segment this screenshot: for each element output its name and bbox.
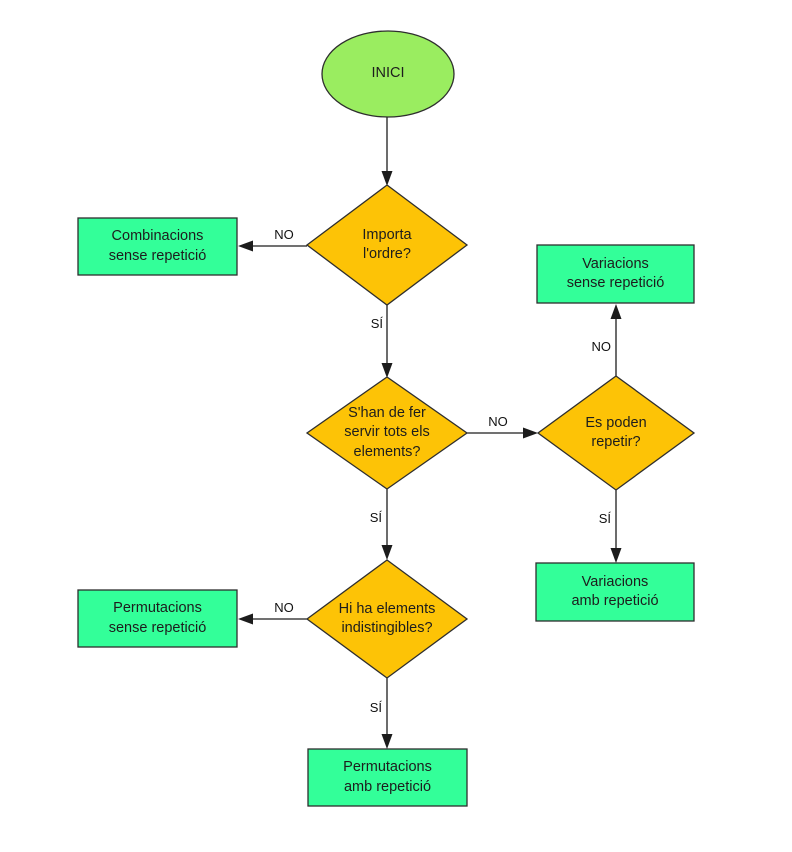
edge-servir-no-to-repetir bbox=[467, 428, 538, 439]
edge-label-repetir-si: SÍ bbox=[598, 511, 611, 526]
result-permutacions-sense-label: Permutacions sense repetició bbox=[108, 600, 207, 636]
edge-repetir-no-to-variacions-sense bbox=[611, 304, 622, 376]
arrowhead-down-icon bbox=[611, 548, 622, 563]
edge-importa-no-to-combinacions bbox=[238, 241, 307, 252]
edge-indistingibles-no-to-permutacions-sense bbox=[238, 614, 307, 625]
edge-servir-si-to-indistingibles bbox=[382, 489, 393, 560]
start-node-label: INICI bbox=[371, 65, 405, 82]
decision-importa-ordre-shape bbox=[307, 185, 467, 305]
arrowhead-right-icon bbox=[523, 428, 538, 439]
result-variacions-sense-shape bbox=[537, 245, 694, 303]
edge-indistingibles-si-to-permutacions-amb bbox=[382, 678, 393, 749]
result-combinacions-sense-shape bbox=[78, 218, 237, 275]
result-permutacions-amb-label: Permutacions amb repetició bbox=[343, 759, 432, 795]
decision-importa-ordre-label: Importa l'ordre? bbox=[362, 226, 412, 262]
arrowhead-left-icon bbox=[238, 241, 253, 252]
edge-label-importa-si: SÍ bbox=[370, 316, 383, 331]
start-node-shape bbox=[322, 31, 454, 117]
edge-importa-si-to-servir bbox=[382, 305, 393, 378]
edge-label-indistingibles-si: SÍ bbox=[369, 700, 382, 715]
edge-label-repetir-no: NO bbox=[591, 339, 611, 354]
arrowhead-down-icon bbox=[382, 545, 393, 560]
result-variacions-amb-shape bbox=[536, 563, 694, 621]
arrowhead-up-icon bbox=[611, 304, 622, 319]
arrowhead-down-icon bbox=[382, 171, 393, 186]
result-variacions-amb-label: Variacions amb repetició bbox=[571, 573, 659, 609]
arrowhead-down-icon bbox=[382, 363, 393, 378]
decision-servir-tots-label: S'han de fer servir tots els elements? bbox=[344, 405, 430, 460]
edge-label-servir-si: SÍ bbox=[369, 510, 382, 525]
decision-indistingibles-label: Hi ha elements indistingibles? bbox=[338, 600, 436, 636]
edge-label-indistingibles-no: NO bbox=[274, 600, 294, 615]
arrowhead-left-icon bbox=[238, 614, 253, 625]
decision-es-poden-repetir-shape bbox=[538, 376, 694, 490]
edge-label-servir-no: NO bbox=[488, 414, 508, 429]
arrowhead-down-icon bbox=[382, 734, 393, 749]
result-permutacions-amb-shape bbox=[308, 749, 467, 806]
edge-repetir-si-to-variacions-amb bbox=[611, 490, 622, 563]
result-variacions-sense-label: Variacions sense repetició bbox=[566, 255, 665, 291]
edge-label-importa-no: NO bbox=[274, 227, 294, 242]
decision-es-poden-repetir-label: Es poden repetir? bbox=[585, 414, 647, 450]
decision-servir-tots-shape bbox=[307, 377, 467, 489]
result-permutacions-sense-shape bbox=[78, 590, 237, 647]
edge-start-to-importa bbox=[382, 117, 393, 186]
decision-indistingibles-shape bbox=[307, 560, 467, 678]
result-combinacions-sense-label: Combinacions sense repetició bbox=[108, 228, 207, 264]
